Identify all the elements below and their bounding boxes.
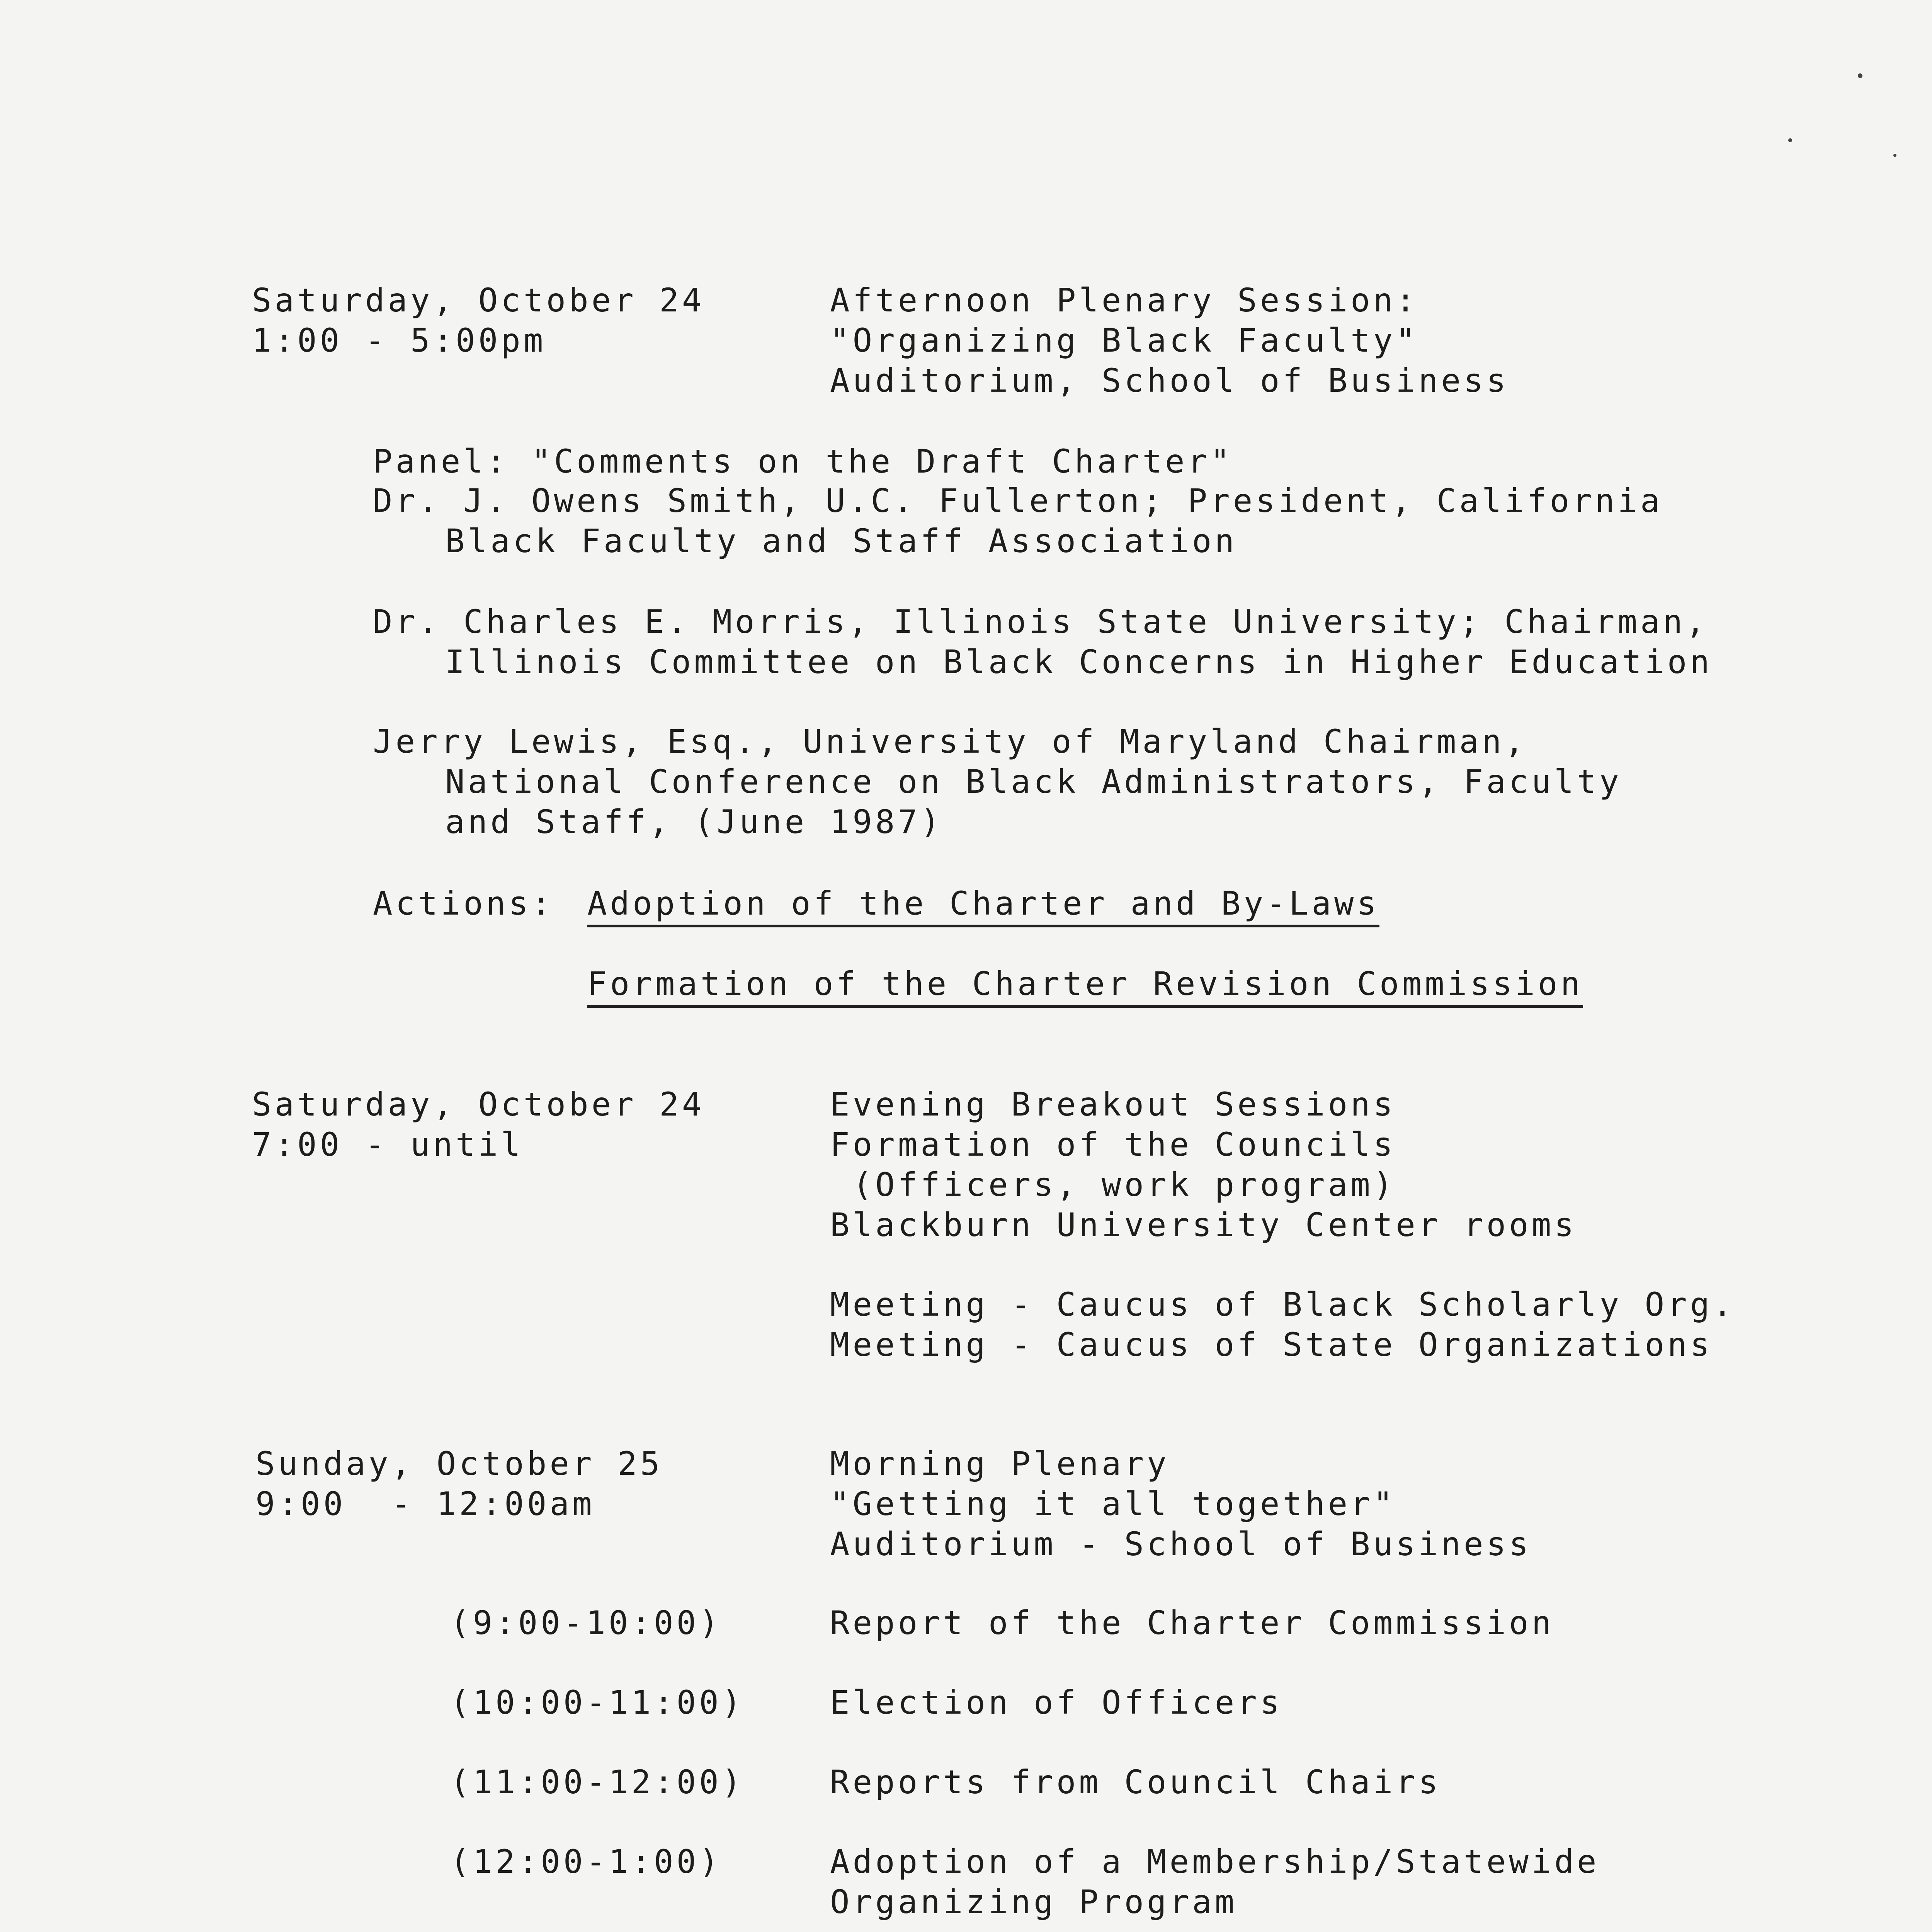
sat-evening-time: 7:00 - until bbox=[252, 1126, 524, 1163]
sat-evening-line-4: Blackburn University Center rooms bbox=[830, 1206, 1577, 1244]
agenda-item-time: (9:00-10:00) bbox=[450, 1604, 722, 1642]
agenda-item-text: Reports from Council Chairs bbox=[830, 1763, 1441, 1801]
agenda-item-text: Adoption of a Membership/Statewide bbox=[830, 1843, 1600, 1881]
sat-evening-date: Saturday, October 24 bbox=[252, 1085, 705, 1123]
panelist-2-line-1: Dr. Charles E. Morris, Illinois State University; Chairman, bbox=[373, 603, 1708, 641]
sun-morning-subtitle: "Getting it all together" bbox=[830, 1485, 1396, 1523]
panelist-3-line-2: National Conference on Black Administrators, Faculty bbox=[445, 763, 1622, 801]
actions-label: Actions: bbox=[373, 884, 554, 922]
sun-morning-date: Sunday, October 25 bbox=[255, 1445, 663, 1483]
action-adoption-charter bbox=[587, 883, 1379, 923]
agenda-item-text: Election of Officers bbox=[830, 1684, 1283, 1721]
scan-speck bbox=[1858, 73, 1862, 78]
sat-evening-line-2: Formation of the Councils bbox=[830, 1126, 1396, 1163]
scan-speck bbox=[1893, 154, 1896, 157]
panelist-3-line-3: and Staff, (June 1987) bbox=[445, 803, 943, 841]
panelist-1-line-2: Black Faculty and Staff Association bbox=[445, 522, 1238, 560]
panelist-1-line-1: Dr. J. Owens Smith, U.C. Fullerton; President, California bbox=[373, 482, 1663, 520]
sun-morning-location: Auditorium - School of Business bbox=[830, 1525, 1532, 1563]
sat-evening-line-1: Evening Breakout Sessions bbox=[830, 1085, 1396, 1123]
agenda-item-time: (10:00-11:00) bbox=[450, 1684, 745, 1721]
action-formation-commission-text: Formation of the Charter Revision Commission bbox=[587, 965, 1583, 1008]
panel-title: Panel: "Comments on the Draft Charter" bbox=[373, 442, 1233, 480]
meeting-2: Meeting - Caucus of State Organizations bbox=[830, 1326, 1713, 1364]
panelist-3-line-1: Jerry Lewis, Esq., University of Maryland Chairman, bbox=[373, 723, 1527, 760]
sun-morning-time: 9:00 - 12:00am bbox=[255, 1485, 595, 1523]
sat-afternoon-time: 1:00 - 5:00pm bbox=[252, 321, 546, 359]
panelist-2-line-2: Illinois Committee on Black Concerns in Higher Education bbox=[445, 643, 1713, 681]
sat-afternoon-location: Auditorium, School of Business bbox=[830, 362, 1509, 400]
scan-speck bbox=[1788, 138, 1792, 142]
sat-afternoon-subtitle: "Organizing Black Faculty" bbox=[830, 321, 1418, 359]
action-formation-commission bbox=[587, 964, 1583, 1004]
agenda-item-text: Report of the Charter Commission bbox=[830, 1604, 1554, 1642]
sat-evening-line-3: (Officers, work program) bbox=[830, 1166, 1396, 1204]
action-adoption-charter-text: Adoption of the Charter and By-Laws bbox=[587, 884, 1379, 927]
meeting-1: Meeting - Caucus of Black Scholarly Org. bbox=[830, 1286, 1735, 1323]
sat-afternoon-date: Saturday, October 24 bbox=[252, 281, 705, 319]
agenda-item-time: (12:00-1:00) bbox=[450, 1843, 722, 1881]
agenda-item-text-continued: Organizing Program bbox=[830, 1883, 1238, 1921]
sun-morning-title: Morning Plenary bbox=[830, 1445, 1170, 1483]
sat-afternoon-title: Afternoon Plenary Session: bbox=[830, 281, 1418, 319]
agenda-item-time: (11:00-12:00) bbox=[450, 1763, 745, 1801]
